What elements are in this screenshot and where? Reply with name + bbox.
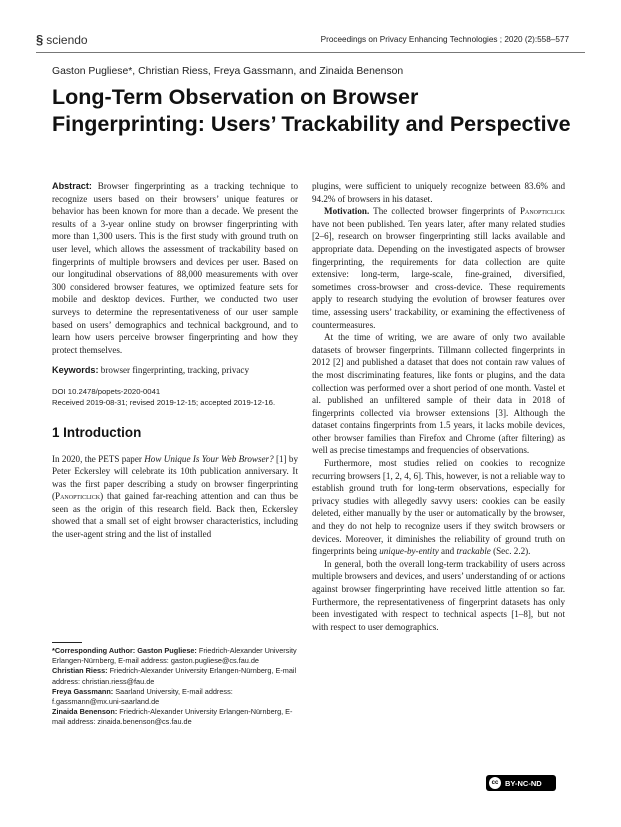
paragraph-text: and <box>438 546 457 557</box>
footnote-item <box>52 646 302 666</box>
sciendo-logo-icon: § <box>36 32 44 47</box>
author-list: Gaston Pugliese*, Christian Riess, Freya Gassmann, and Zinaida Benenson <box>52 66 404 77</box>
footnote-item <box>52 666 302 686</box>
intro-paragraph <box>52 453 298 541</box>
paragraph <box>312 457 565 558</box>
creative-commons-icon: cc <box>489 777 501 789</box>
right-column <box>312 180 565 633</box>
footnote-author: Freya Gassmann: <box>52 686 114 696</box>
keywords <box>52 364 298 377</box>
footnote-author: Zinaida Benenson: <box>52 707 118 717</box>
license-badge[interactable] <box>486 775 556 791</box>
footnote-item <box>52 687 302 707</box>
emphasis: trackable <box>456 546 491 557</box>
paragraph-text: (Sec. 2.2). <box>490 546 531 557</box>
footnote-affiliation: Friedrich-Alexander University Erlangen-Nürnberg, E-mail address: gaston.pugliese@cs.fau.de <box>52 646 297 666</box>
keywords-text: browser fingerprinting, tracking, privacy <box>100 365 250 376</box>
footnote-affiliation: Friedrich-Alexander University Erlangen-Nürnberg, E-mail address: zinaida.benenson@cs.fau.de <box>52 707 293 727</box>
footnote-author: *Corresponding Author: Gaston Pugliese: <box>52 646 197 655</box>
paragraph-text: The collected browser fingerprints of <box>369 206 520 217</box>
footnote-item <box>52 707 302 727</box>
keywords-label: Keywords: <box>52 365 99 376</box>
paragraph-label: Motivation. <box>324 206 370 217</box>
doi: DOI 10.2478/popets-2020-0041 <box>52 386 161 396</box>
article-meta <box>52 386 298 408</box>
left-column <box>52 180 298 541</box>
footnote-rule <box>52 642 82 643</box>
author-footnotes <box>52 646 302 728</box>
footnote-affiliation: Friedrich-Alexander University Erlangen-Nürnberg, E-mail address: christian.riess@fau.de <box>52 666 297 686</box>
paragraph: In general, both the overall long-term trackability of users across multiple browsers and devices, and users’ understanding of or actions against browser fingerprinting have received little attention so far. Furthermore, the representativeness of fingerprint datasets has only been investigated with respect to technical aspects [1–8], but not with respect to user demographics. <box>312 558 565 632</box>
intro-text: In 2020, the PETS paper <box>52 453 145 464</box>
footnote-author: Christian Riess: <box>52 666 108 676</box>
paragraph-text: have not been published. Ten years later, after many related studies [2–6], research on browser fingerprinting still lacks available and appropriate data. Depending on the investigated aspects of browser fingerprinting, the requirements for data collection are quite extensive: long-term, large-scale, fine-grained, diversified, sometimes cross-browser and cross-device. These requirements apply to research studying the evolution of browser features over time, assessing users’ trackability, or examining the effectiveness of countermeasures. <box>312 218 565 330</box>
paragraph-text: Furthermore, most studies relied on cookies to recognize recurring browsers [1, 2, 4, 6]. This, however, is not a reliable way to establish ground truth for long-term observations, especially for privacy studies with allegedly savvy users: cookies can be easily deleted, either manually by the user or automatically by the browser, and they do not help to recognize users if they switch browsers or devices. Moreover, it diminishes the reliability of ground truth on fingerprints being <box>312 458 565 557</box>
section-heading-introduction: 1 Introduction <box>52 424 142 440</box>
emphasis: unique-by-entity <box>379 546 439 557</box>
paragraph: plugins, were sufficient to uniquely recognize between 83.6% and 94.2% of browsers in his dataset. <box>312 181 565 204</box>
running-head: Proceedings on Privacy Enhancing Technologies ; 2020 (2):558–577 <box>320 35 569 44</box>
paper-title: Long-Term Observation on Browser Fingerprinting: Users’ Trackability and Perspective <box>52 85 571 136</box>
abstract-text: Browser fingerprinting as a tracking technique to recognize users based on their browsers’ unique features or behavior has been known for more than a decade. We present the results of a 3-year online study on browser fingerprinting with more than 1,300 users. This is the first study with ground truth on user level, which allows the assessment of trackability based on fingerprints of multiple browsers and devices per user. Based on our longitudinal observations of 88,000 measurements with over 300 considered browser features, we optimized feature sets for mobile and desktop devices. Further, we conducted two user surveys to determine the representativeness of our user sample based on users’ demographics and technical background, and to learn how users perceive browser fingerprinting and how they protect themselves. <box>52 181 298 355</box>
abstract <box>52 180 298 356</box>
tool-name: Panopticlick <box>55 491 101 502</box>
motivation-paragraph <box>312 205 565 331</box>
tool-name: Panopticlick <box>519 206 565 217</box>
paragraph: At the time of writing, we are aware of only two available datasets of browser fingerprints. Tillmann collected fingerprints in 2012 [2] and published a dataset that does not contain raw values of the most discriminating features, like fonts or plugins, and the data collection was performed over a short period of one month. Vastel et al. published an unfiltered sample of their data in 2018 of fingerprints collected via browser extensions [3]. Although the dataset contains fingerprints from 1.5 years, it lacks mobile devices, other browser families than Firefox and Chrome (after filtering) as well as precise timestamps and frequencies of observations. <box>312 332 565 456</box>
intro-text: [1] by Peter Eckersley will celebrate its 10th publication anniversary. It was the first paper describing a study on browser fingerprinting ( <box>52 453 299 502</box>
header-rule <box>36 52 585 53</box>
license-label: BY-NC-ND <box>505 778 542 788</box>
publisher-logo <box>36 32 88 47</box>
intro-text: ) that gained far-reaching attention and can thus be seen as the origin of this research field. Back then, Eckersley showed that a small set of eight browser characteristics, including the user-agent string and the list of installed <box>52 491 298 540</box>
cited-title: How Unique Is Your Web Browser? <box>144 453 274 464</box>
dates: Received 2019-08-31; revised 2019-12-15; accepted 2019-12-16. <box>52 397 276 407</box>
abstract-label: Abstract: <box>52 181 92 191</box>
footnote-affiliation: Saarland University, E-mail address: f.gassmann@mx.uni-saarland.de <box>52 686 233 707</box>
publisher-name: sciendo <box>46 32 88 47</box>
